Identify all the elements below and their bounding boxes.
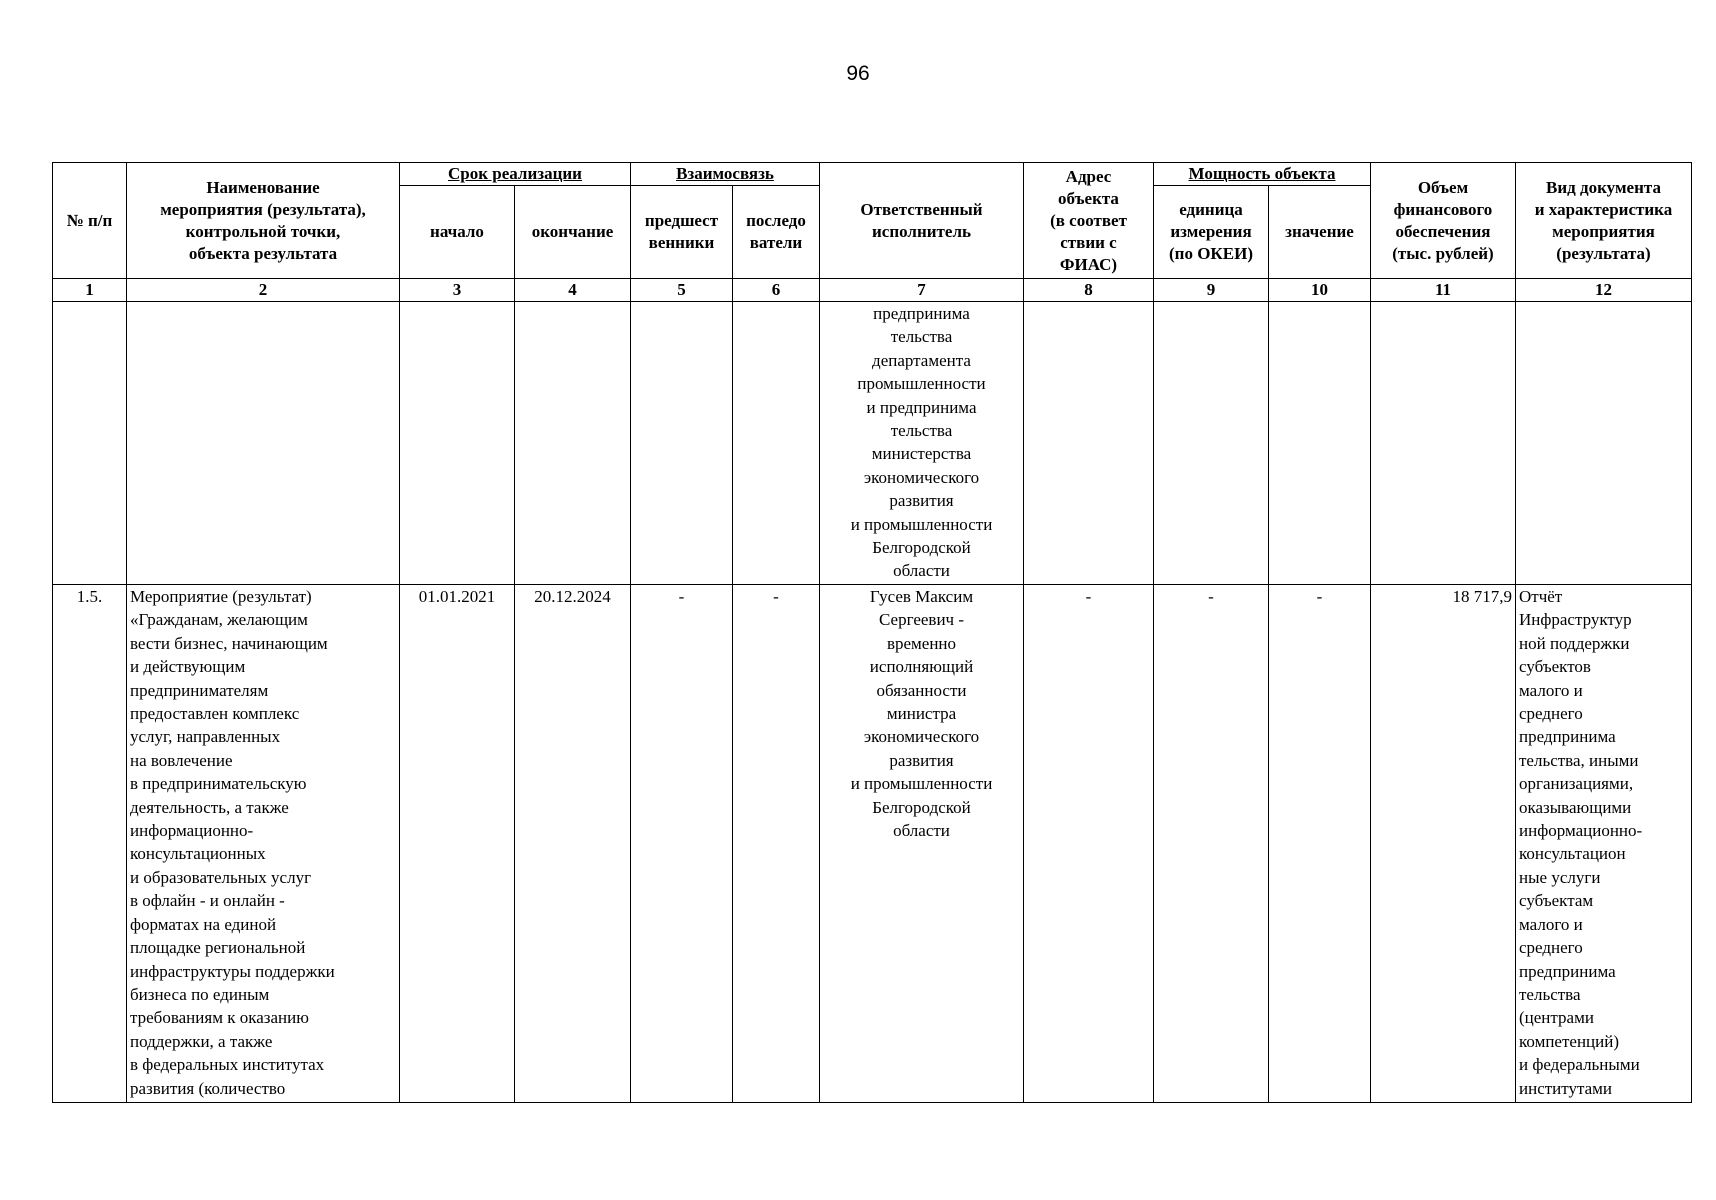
cell-unit	[1154, 302, 1269, 585]
column-number: 3	[400, 279, 515, 302]
column-number: 6	[733, 279, 820, 302]
header-group-term: Срок реализации	[400, 163, 631, 186]
cell-document	[1516, 302, 1692, 585]
cell-address	[1024, 302, 1154, 585]
header-name: Наименование мероприятия (результата), контрольной точки, объекта результата	[127, 163, 400, 279]
cell-name: Мероприятие (результат) «Гражданам, желающим вести бизнес, начинающим и действующим предпринимателям предоставлен комплекс услуг, направленных на вовлечение в предпринимательскую деятельность, а также информационно- консультационных и образовательных услуг в офлайн - и онлайн - форматах на единой площадке региональной инфраструктуры поддержки бизнеса по единым требованиям к оказанию поддержки, а также в федеральных институтах развития (количество	[127, 585, 400, 1103]
column-number: 10	[1269, 279, 1371, 302]
table-row	[53, 585, 1692, 1103]
cell-funding: 18 717,9	[1371, 585, 1516, 1103]
cell-start	[400, 302, 515, 585]
column-number: 7	[820, 279, 1024, 302]
column-number: 9	[1154, 279, 1269, 302]
header-group-power: Мощность объекта	[1154, 163, 1371, 186]
cell-predecessors: -	[631, 585, 733, 1103]
column-number: 12	[1516, 279, 1692, 302]
cell-value	[1269, 302, 1371, 585]
header-start: начало	[400, 186, 515, 279]
column-number: 2	[127, 279, 400, 302]
column-number-row	[53, 279, 1692, 302]
header-unit: единица измерения (по ОКЕИ)	[1154, 186, 1269, 279]
page-number: 96	[846, 62, 870, 85]
cell-value: -	[1269, 585, 1371, 1103]
column-number: 11	[1371, 279, 1516, 302]
header-successors: последо ватели	[733, 186, 820, 279]
header-address: Адрес объекта (в соответ ствии с ФИАС)	[1024, 163, 1154, 279]
cell-unit: -	[1154, 585, 1269, 1103]
cell-number: 1.5.	[53, 585, 127, 1103]
header-row-top	[53, 163, 1692, 186]
cell-responsible: предпринима тельства департамента промышленности и предпринима тельства министерства экономического развития и промышленности Белгородской области	[820, 302, 1024, 585]
cell-document: Отчёт Инфраструктур ной поддержки субъектов малого и среднего предпринима тельства, иными организациями, оказывающими информационно- консультацион ные услуги субъектам малого и среднего предпринима тельства (центрами компетенций) и федеральными институтами	[1516, 585, 1692, 1103]
column-number: 4	[515, 279, 631, 302]
cell-number	[53, 302, 127, 585]
header-predecessors: предшест венники	[631, 186, 733, 279]
plan-table	[52, 162, 1692, 1103]
header-document: Вид документа и характеристика мероприятия (результата)	[1516, 163, 1692, 279]
cell-predecessors	[631, 302, 733, 585]
table-row	[53, 302, 1692, 585]
header-value: значение	[1269, 186, 1371, 279]
header-funding: Объем финансового обеспечения (тыс. рублей)	[1371, 163, 1516, 279]
cell-end	[515, 302, 631, 585]
cell-successors: -	[733, 585, 820, 1103]
header-group-link: Взаимосвязь	[631, 163, 820, 186]
column-number: 1	[53, 279, 127, 302]
cell-name	[127, 302, 400, 585]
column-number: 5	[631, 279, 733, 302]
cell-successors	[733, 302, 820, 585]
cell-end: 20.12.2024	[515, 585, 631, 1103]
cell-address: -	[1024, 585, 1154, 1103]
header-end: окончание	[515, 186, 631, 279]
header-responsible: Ответственный исполнитель	[820, 163, 1024, 279]
cell-start: 01.01.2021	[400, 585, 515, 1103]
column-number: 8	[1024, 279, 1154, 302]
cell-responsible: Гусев Максим Сергеевич - временно исполняющий обязанности министра экономического развития и промышленности Белгородской области	[820, 585, 1024, 1103]
header-number: № п/п	[53, 163, 127, 279]
cell-funding	[1371, 302, 1516, 585]
